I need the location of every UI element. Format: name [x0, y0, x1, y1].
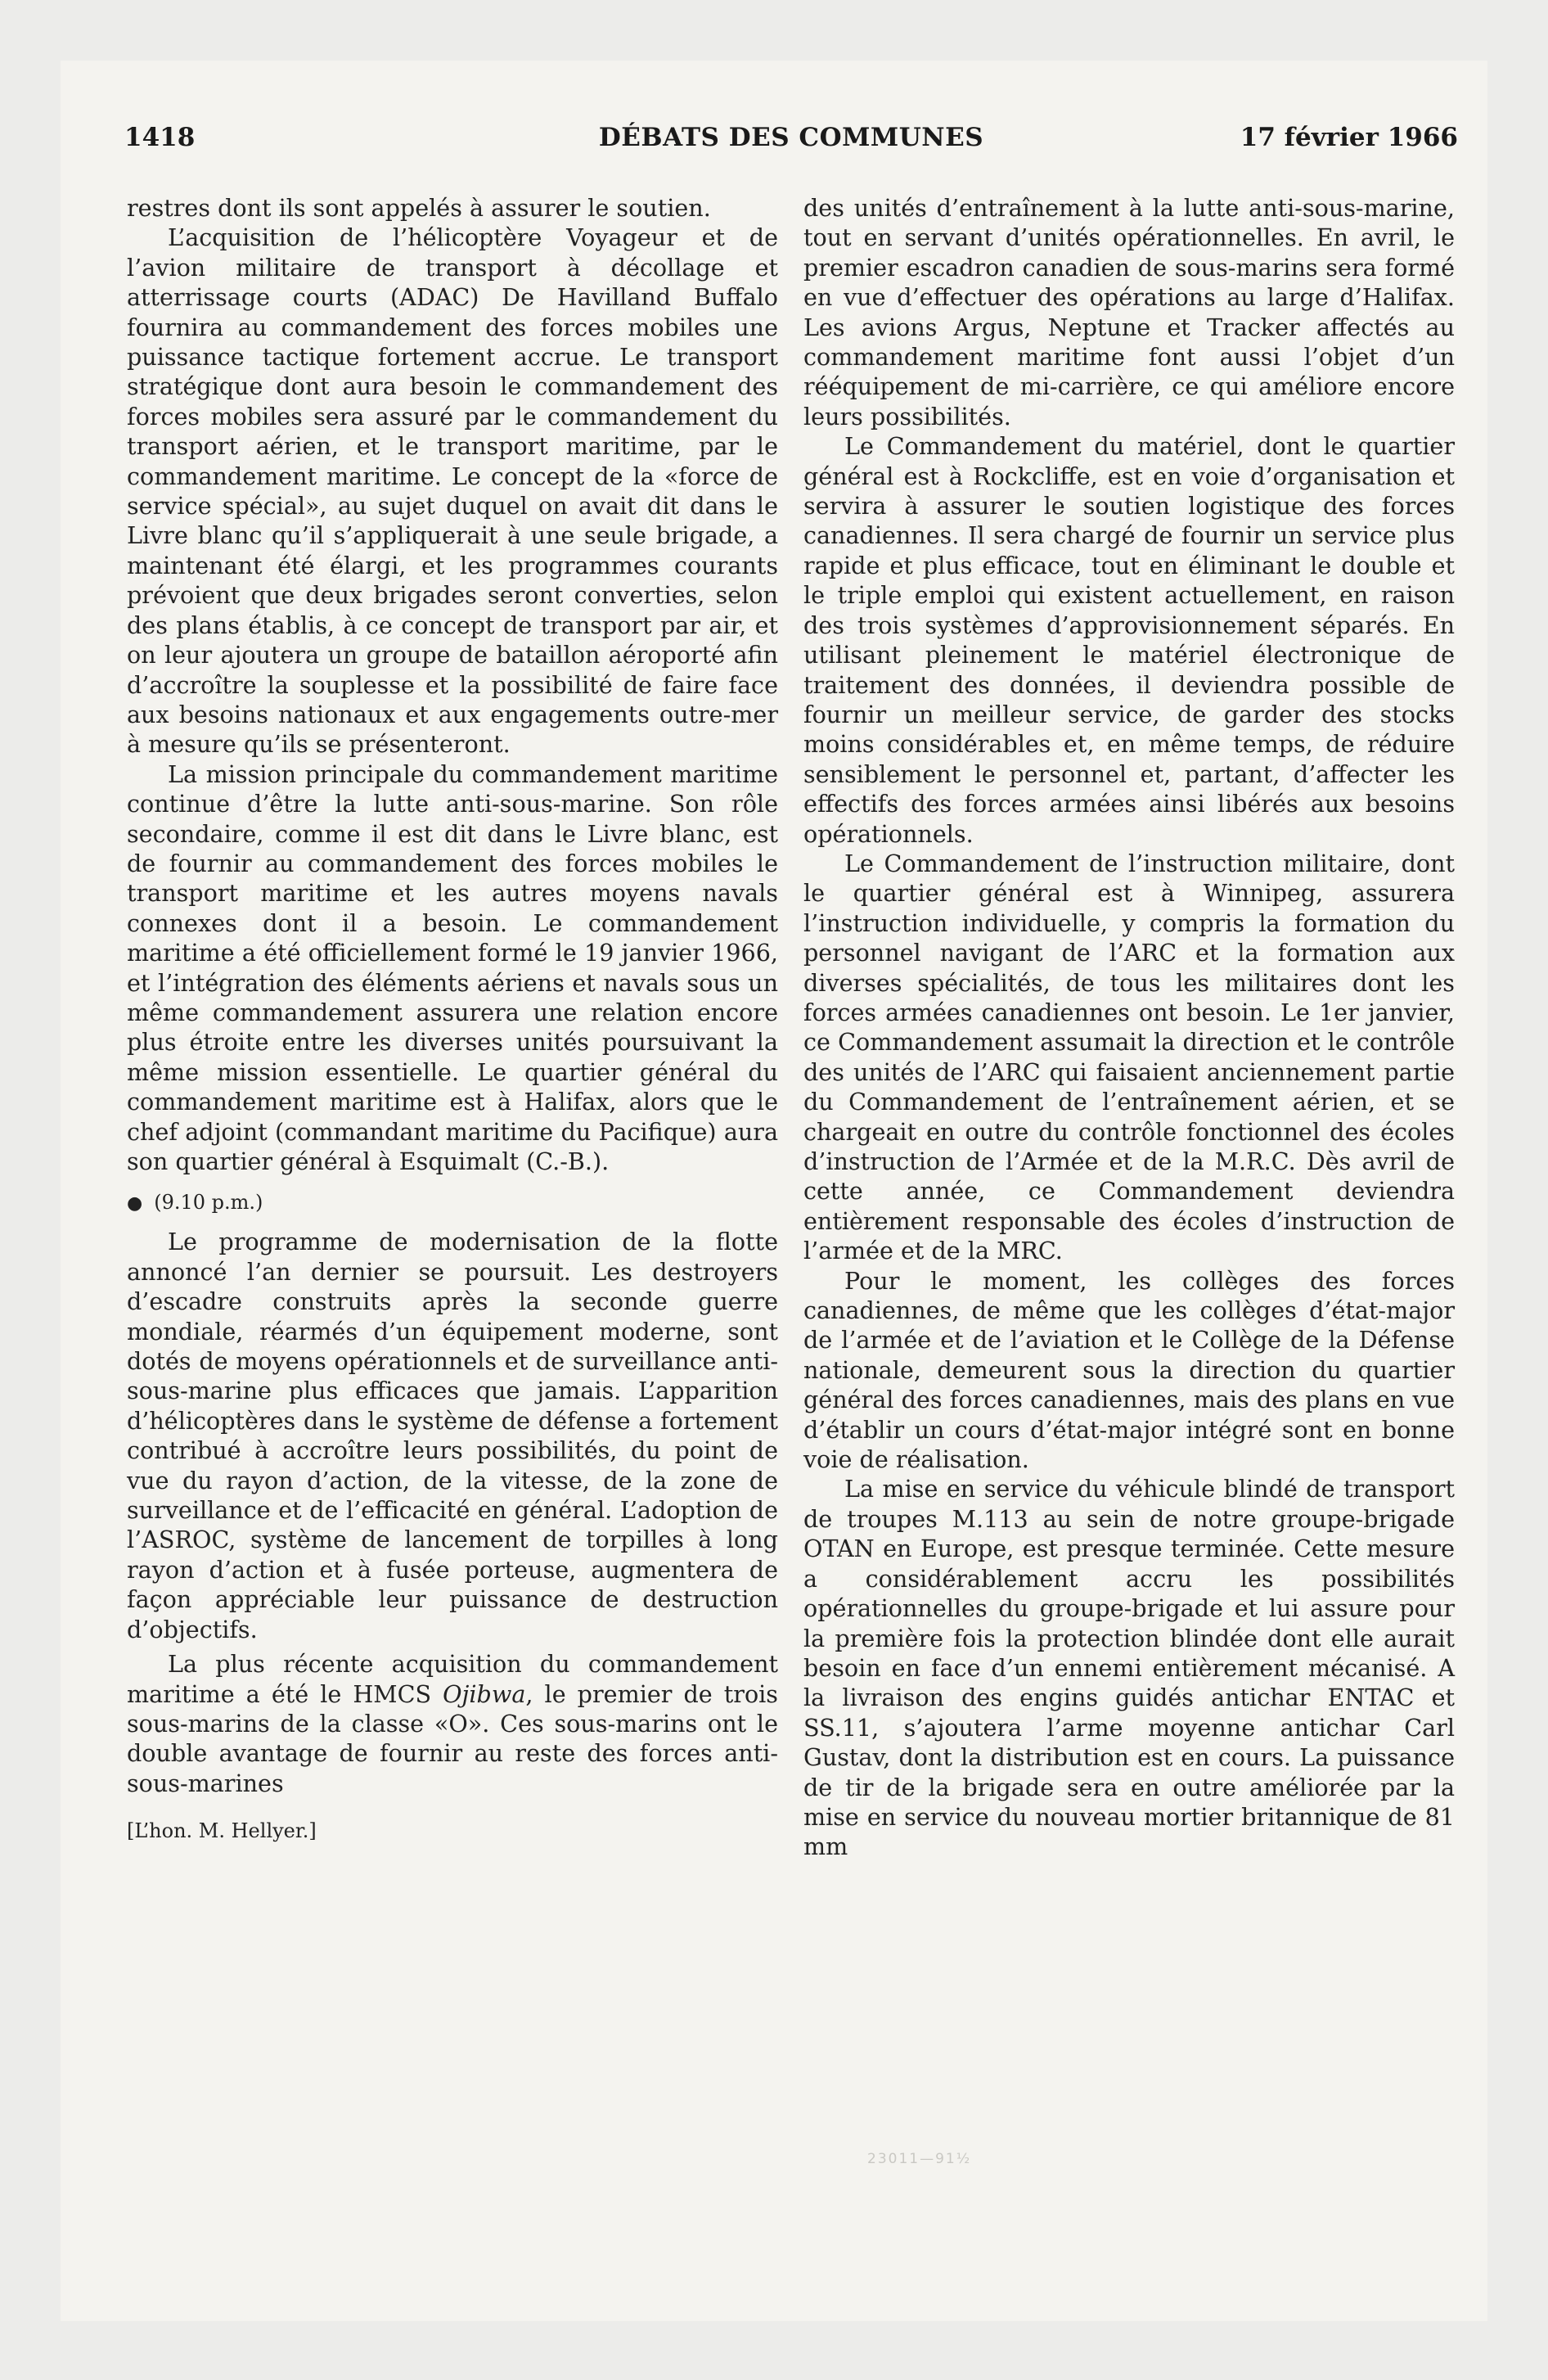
paragraph: Le programme de modernisation de la flotte annoncé l’an dernier se poursuit. Les destroyers d’escadre construits après la seconde guerre mondiale, réarmés d’un équipement moderne, sont dotés de moyens opérationnels et de surveillance anti-sous-marine plus efficaces que jamais. L’apparition d’hélicoptères dans le système de défense a fortement contribué à accroître leurs possibilités, du point de vue du rayon d’action, de la vitesse, de la zone de surveillance et de l’efficacité en général. L’adoption de l’ASROC, système de lancement de torpilles à long rayon d’action et à fusée porteuse, augmentera de façon appréciable leur puissance de destruction d’objectifs. — [127, 1228, 778, 1643]
paragraph: des unités d’entraînement à la lutte anti-sous-marine, tout en servant d’unités opérationnelles. En avril, le premier escadron canadien de sous-marins sera formé en vue d’effectuer des opérations au large d’Halifax. Les avions Argus, Neptune et Tracker affectés au commandement maritime font aussi l’objet d’un rééquipement de mi-carrière, ce qui améliore encore leurs possibilités. — [803, 194, 1455, 430]
paragraph-text: , le premier de trois sous-marins de la classe «O». Ces sous-marins ont le double avantage de fournir au reste des forces anti-sous-marines — [127, 1679, 778, 1797]
time-marker-text: (9.10 p.m.) — [154, 1191, 263, 1215]
paragraph-text: La plus récente acquisition du commandement maritime a été le HMCS — [127, 1650, 778, 1708]
ship-name: Ojibwa — [443, 1679, 526, 1708]
session-date: 17 février 1966 — [1240, 123, 1458, 152]
paragraph: L’acquisition de l’hélicoptère Voyageur et de l’avion militaire de transport à décollage et atterrissage courts (ADAC) De Havilland Buffalo fournira au commandement des forces mobiles une puissance tactique fortement accrue. Le transport stratégique dont aura besoin le commandement des forces mobiles sera assuré par le commandement du transport aérien, et le transport maritime, par le commandement maritime. Le concept de la «force de service spécial», au sujet duquel on avait dit dans le Livre blanc qu’il s’appliquerait à une seule brigade, a maintenant été élargi, et les programmes courants prévoient que deux brigades seront converties, selon des plans établis, à ce concept de transport par air, et on leur ajoutera un groupe de bataillon aéroporté afin d’accroître la souplesse et la possibilité de faire face aux besoins nationaux et aux engagements outre-mer à mesure qu’ils se présenteront. — [127, 223, 778, 759]
print-signature: 23011—91½ — [867, 2151, 972, 2167]
time-marker — [127, 1188, 778, 1219]
bullet-icon: ● — [127, 1193, 143, 1215]
paragraph: Le Commandement de l’instruction militaire, dont le quartier général est à Winnipeg, assurera l’instruction individuelle, y compris la formation du personnel navigant de l’ARC et la formation aux diverses spécialités, de tous les militaires dont les forces armées canadiennes ont besoin. Le 1er janvier, ce Commandement assumait la direction et le contrôle des unités de l’ARC qui faisaient anciennement partie du Commandement de l’entraînement aérien, et se chargeait en outre du contrôle fonctionnel des écoles d’instruction de l’Armée et de la M.R.C. Dès avril de cette année, ce Commandement deviendra entièrement responsable des écoles d’instruction de l’armée et de la MRC. — [803, 849, 1455, 1265]
page-header — [124, 123, 1458, 164]
left-column — [127, 193, 778, 1846]
speaker-attribution: [L’hon. M. Hellyer.] — [127, 1819, 317, 1843]
paragraph: La mission principale du commandement maritime continue d’être la lutte anti-sous-marine. Son rôle secondaire, comme il est dit dans le Livre blanc, est de fournir au commandement des forces mobiles le transport maritime et les autres moyens navals connexes dont il a besoin. Le commandement maritime a été officiellement formé le 19 janvier 1966, et l’intégration des éléments aériens et navals sous un même commandement assurera une relation encore plus étroite entre les diverses unités poursuivant la même mission essentielle. Le quartier général du commandement maritime est à Halifax, alors que le chef adjoint (commandant maritime du Pacifique) aura son quartier général à Esquimalt (C.-B.). — [127, 760, 778, 1175]
page-number: 1418 — [124, 123, 196, 152]
paragraph — [127, 1649, 778, 1798]
paragraph: Le Commandement du matériel, dont le quartier général est à Rockcliffe, est en voie d’organisation et servira à assurer le soutien logistique des forces canadiennes. Il sera chargé de fournir un service plus rapide et plus efficace, tout en éliminant le double et le triple emploi qui existent actuellement, en raison des trois systèmes d’approvisionnement séparés. En utilisant pleinement le matériel électronique de traitement des données, il deviendra possible de fournir un meilleur service, de garder des stocks moins considérables et, en même temps, de réduire sensiblement le personnel et, partant, d’affecter les effectifs des forces armées ainsi libérés aux besoins opérationnels. — [803, 432, 1455, 848]
paragraph: restres dont ils sont appelés à assurer le soutien. — [127, 194, 711, 222]
paragraph: Pour le moment, les collèges des forces canadiennes, de même que les collèges d’état-major de l’armée et de l’aviation et le Collège de la Défense nationale, demeurent sous la direction du quartier général des forces canadiennes, mais des plans en vue d’établir un cours d’état-major intégré sont en bonne voie de réalisation. — [803, 1266, 1455, 1474]
right-column — [803, 193, 1455, 1862]
journal-title: DÉBATS DES COMMUNES — [598, 123, 984, 152]
paragraph: La mise en service du véhicule blindé de transport de troupes M.113 au sein de notre groupe-brigade OTAN en Europe, est presque terminée. Cette mesure a considérablement accru les possibilités opérationnelles du groupe-brigade et lui assure pour la première fois la protection blindée dont elle aurait besoin en face d’un ennemi entièrement mécanisé. A la livraison des engins guidés antichar ENTAC et SS.11, s’ajoutera l’arme moyenne antichar Carl Gustav, dont la distribution est en cours. La puissance de tir de la brigade sera en outre améliorée par la mise en service du nouveau mortier britannique de 81 mm — [803, 1475, 1455, 1861]
